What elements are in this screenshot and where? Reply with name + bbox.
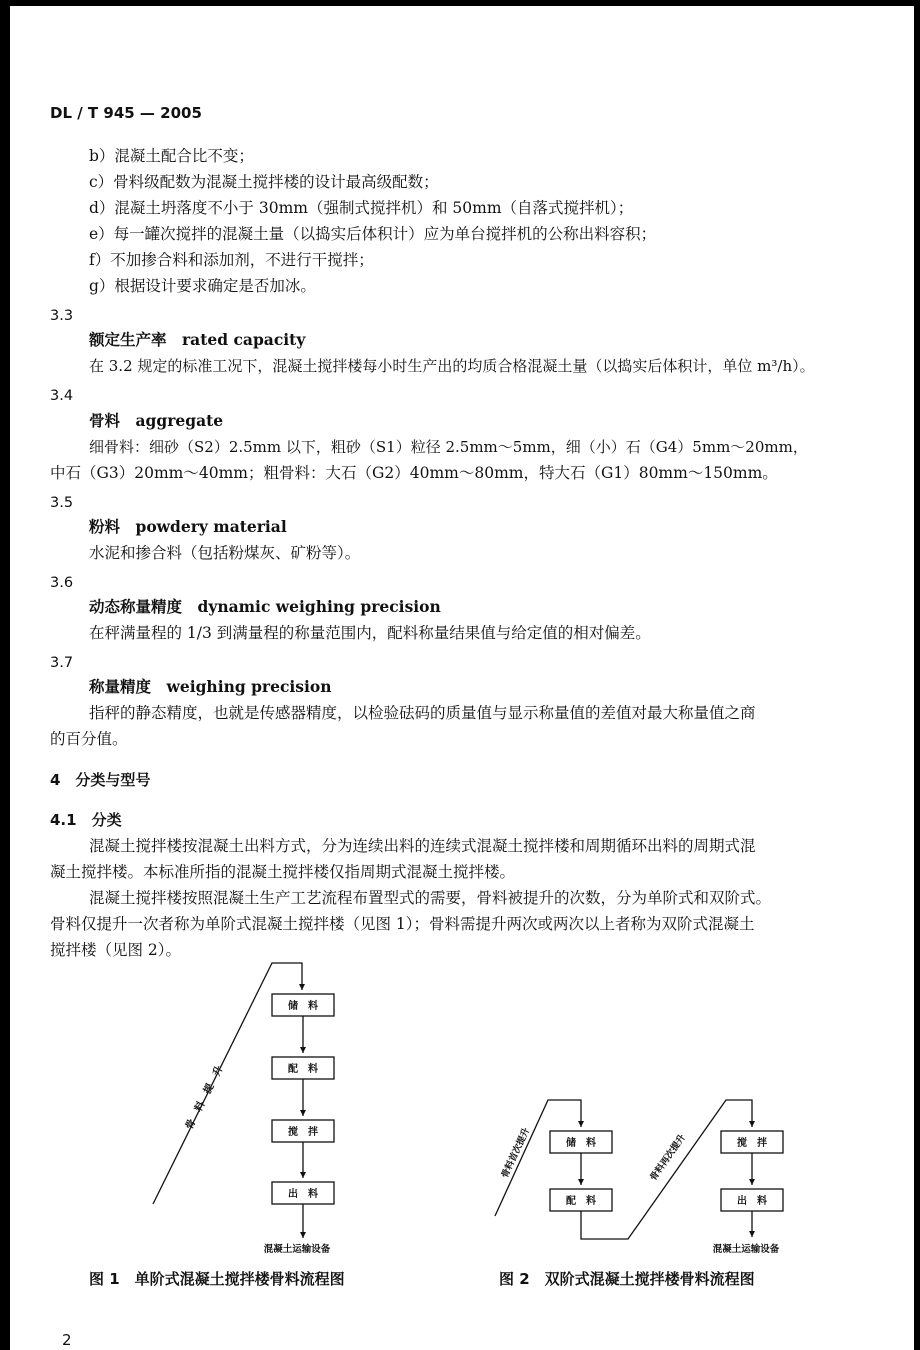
section-number-3-4: 3.4 <box>50 388 74 404</box>
section-number-3-5: 3.5 <box>50 495 74 511</box>
definition-weighing-precision-line1: 指秤的静态精度，也就是传感器精度，以检验砝码的质量值与显示称量值的差值对最大称量值之商 <box>89 704 756 722</box>
standard-code-header: DL / T 945 — 2005 <box>50 104 202 122</box>
fig2-label-mixing: 搅 拌 <box>737 1138 767 1149</box>
term-rated-capacity: 额定生产率 rated capacity <box>89 330 306 349</box>
term-weighing-precision: 称量精度 weighing precision <box>89 677 332 696</box>
fig1-lift-path <box>153 963 302 1204</box>
fig2-label-batching: 配 料 <box>566 1196 596 1207</box>
page-number: 2 <box>62 1331 72 1349</box>
fig2-label-discharge: 出 料 <box>737 1196 767 1207</box>
definition-aggregate-line2: 中石（G3）20mm～40mm；粗骨料：大石（G2）40mm～80mm，特大石（G1）80mm～150mm。 <box>50 464 778 482</box>
definition-weighing-precision-line2: 的百分值。 <box>50 730 128 748</box>
list-item-g: g）根据设计要求确定是否加冰。 <box>89 277 316 295</box>
figure-1-flowchart <box>10 6 914 1350</box>
fig2-label-transport: 混凝土运输设备 <box>712 1244 780 1255</box>
fig1-label-transport: 混凝土运输设备 <box>263 1244 331 1255</box>
section-heading-4: 4 分类与型号 <box>50 771 151 789</box>
list-item-c: c）骨料级配数为混凝土搅拌楼的设计最高级配数； <box>89 173 439 191</box>
section-number-3-3: 3.3 <box>50 308 74 324</box>
paragraph-1-line2: 凝土搅拌楼。本标准所指的混凝土搅拌楼仅指周期式混凝土搅拌楼。 <box>50 863 516 881</box>
fig2-label-first-lift: 骨料首次提升 <box>500 1126 533 1180</box>
fig2-label-storage: 储 料 <box>566 1138 596 1149</box>
definition-rated-capacity: 在 3.2 规定的标准工况下，混凝土搅拌楼每小时生产出的均质合格混凝土量（以捣实后体积计，单位 m³/h）。 <box>89 357 815 375</box>
definition-dynamic-weighing-precision: 在秤满量程的 1/3 到满量程的称量范围内，配料称量结果值与给定值的相对偏差。 <box>89 624 651 642</box>
fig1-label-lift: 骨 料 提 升 <box>183 1064 226 1132</box>
fig1-label-batching: 配 料 <box>288 1064 318 1075</box>
section-number-3-6: 3.6 <box>50 575 74 591</box>
definition-aggregate-line1: 细骨料：细砂（S2）2.5mm 以下，粗砂（S1）粒径 2.5mm～5mm，细（小）石（G4）5mm～20mm， <box>89 438 808 456</box>
list-item-d: d）混凝土坍落度不小于 30mm（强制式搅拌机）和 50mm（自落式搅拌机）； <box>89 199 634 217</box>
list-item-f: f）不加掺合料和添加剂，不进行干搅拌； <box>89 251 374 269</box>
fig2-second-lift-path <box>581 1100 752 1239</box>
paragraph-1-line1: 混凝土搅拌楼按混凝土出料方式，分为连续出料的连续式混凝土搅拌楼和周期循环出料的周期式混 <box>89 837 756 855</box>
fig1-label-discharge: 出 料 <box>288 1189 318 1200</box>
fig1-label-mixing: 搅 拌 <box>288 1127 318 1138</box>
list-item-b: b）混凝土配合比不变； <box>89 147 254 165</box>
term-aggregate: 骨料 aggregate <box>89 411 224 430</box>
paragraph-2-line3: 搅拌楼（见图 2）。 <box>50 941 182 959</box>
term-dynamic-weighing-precision: 动态称量精度 dynamic weighing precision <box>89 597 441 616</box>
fig2-label-second-lift: 骨料再次提升 <box>648 1132 688 1183</box>
list-item-e: e）每一罐次搅拌的混凝土量（以捣实后体积计）应为单台搅拌机的公称出料容积； <box>89 225 657 243</box>
fig1-label-storage: 储 料 <box>288 1001 318 1012</box>
figure-2-caption: 图 2 双阶式混凝土搅拌楼骨料流程图 <box>499 1270 755 1288</box>
paragraph-2-line2: 骨料仅提升一次者称为单阶式混凝土搅拌楼（见图 1）；骨料需提升两次或两次以上者称为双阶式混凝土 <box>50 915 755 933</box>
section-heading-4-1: 4.1 分类 <box>50 811 122 829</box>
document-page <box>10 6 914 1350</box>
definition-powdery-material: 水泥和掺合料（包括粉煤灰、矿粉等）。 <box>89 544 361 562</box>
figure-1-caption: 图 1 单阶式混凝土搅拌楼骨料流程图 <box>89 1270 345 1288</box>
section-number-3-7: 3.7 <box>50 655 74 671</box>
paragraph-2-line1: 混凝土搅拌楼按照混凝土生产工艺流程布置型式的需要，骨料被提升的次数，分为单阶式和双阶式。 <box>89 889 772 907</box>
term-powdery-material: 粉料 powdery material <box>89 517 287 536</box>
